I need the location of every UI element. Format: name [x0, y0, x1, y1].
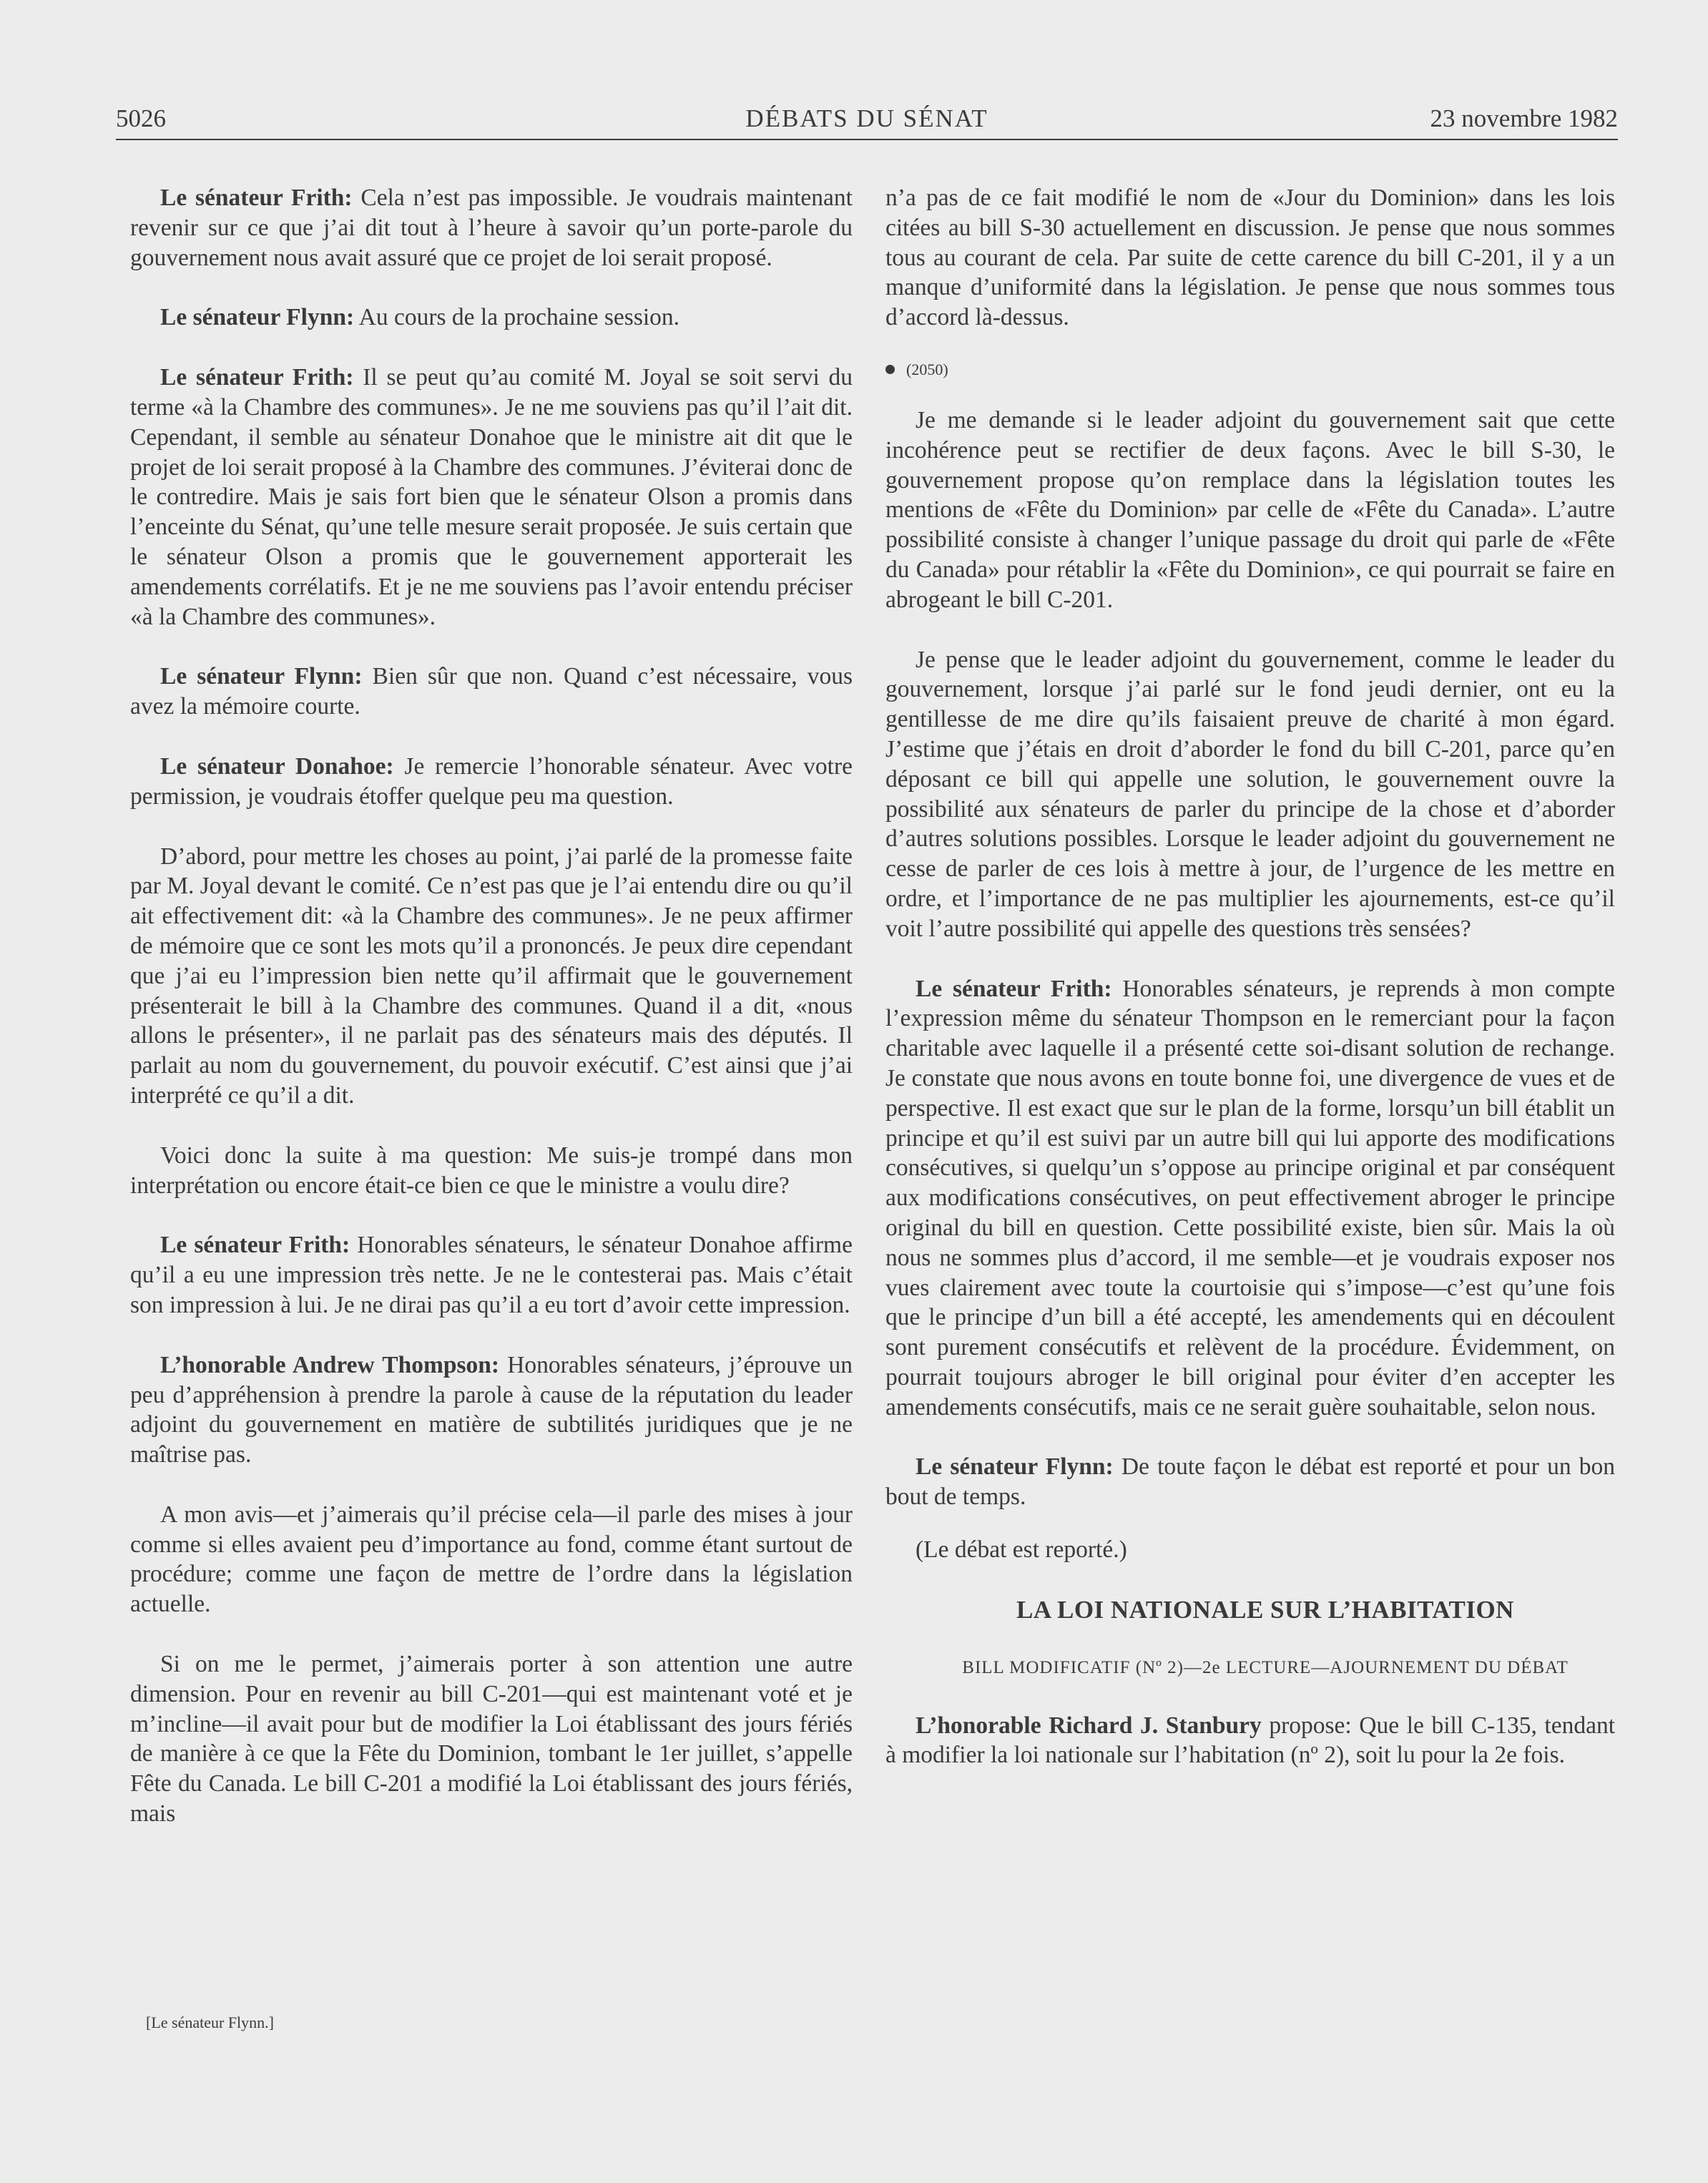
publication-date: 23 novembre 1982: [1430, 104, 1618, 132]
speech-text: Au cours de la prochaine session.: [354, 304, 680, 331]
speech-text: Honorables sénateurs, j’éprouve un peu d’appréhension à prendre la parole à cause de la réputation du leader adjoint du gouvernement en matière de subtilités juridiques que je ne maîtrise pas.: [130, 1351, 853, 1468]
paragraph: (Le débat est reporté.): [916, 1536, 1127, 1564]
paragraph: Je me demande si le leader adjoint du gouvernement sait que cette incohérence peut se rectifier de deux façons. Avec le bill S-30, le gouvernement propose qu’on remplace dans la législation toutes les mentions de «Fête du Dominion» par celle de «Fête du Canada». L’autre possibilité consiste à changer l’unique passage du droit qui parle de «Fête du Canada» pour rétablir la «Fête du Dominion», ce qui pourrait se faire en abrogeant le bill C-201.: [885, 406, 1615, 613]
speaker-name: Le sénateur Frith:: [916, 975, 1112, 1002]
paragraph: [885, 1711, 1615, 1771]
speaker-name: Le sénateur Donahoe:: [160, 752, 394, 780]
page-header: [116, 102, 1618, 140]
speaker-name: L’honorable Richard J. Stanbury: [916, 1712, 1262, 1739]
left-column: [130, 183, 853, 1859]
paragraph: [130, 1230, 853, 1320]
paragraph: [885, 974, 1615, 1423]
paragraph: [130, 662, 853, 722]
speech-text: Honorables sénateurs, je reprends à mon compte l’expression même du sénateur Thompson en le remerciant pour la façon charitable avec laquelle il a présenté cette soi-disant solution de rechange. Je constate que nous avons en toute bonne foi, une divergence de vues et de perspective. Il est exact que sur le plan de la forme, lorsqu’un bill établit un principe et qu’il est suivi par un autre bill qui lui apporte des modifications consécutives, si quelqu’un s’oppose au principe original et par conséquent aux modifications consécutives, on peut effectivement abroger le principe original du bill en question. Cette possibilité existe, bien sûr. Mais la où nous ne sommes plus d’accord, il me semble—et je voudrais exposer nos vues clairement avec toute la courtoisie qui s’impose—c’est qu’une fois que le principe d’un bill a été accepté, les amendements qui en découlent sont purement consécutifs et relèvent de la procédure. Évidemment, on pourrait toujours abroger le bill original pour éviter d’en accepter les amendements consécutifs, mais ce ne serait guère souhaitable, selon nous.: [885, 975, 1615, 1421]
publication-title: DÉBATS DU SÉNAT: [745, 104, 988, 132]
paragraph: [130, 303, 853, 333]
paragraph: n’a pas de ce fait modifié le nom de «Jour du Dominion» dans les lois citées au bill S-30 actuellement en discussion. Je pense que nous sommes tous au courant de cela. Par suite de cette carence du bill C-201, il y a un manque d’uniformité dans la législation. Je pense que nous sommes tous d’accord là-dessus.: [885, 185, 1615, 331]
paragraph: [130, 183, 853, 273]
page-number: 5026: [116, 104, 166, 132]
speaker-name: Le sénateur Frith:: [160, 1232, 350, 1259]
paragraph: Voici donc la suite à ma question: Me suis-je trompé dans mon interprétation ou encore était-ce bien ce que le ministre a voulu dire?: [130, 1142, 853, 1199]
speaker-name: L’honorable Andrew Thompson:: [160, 1351, 500, 1378]
speech-text: Bien sûr que non. Quand c’est nécessaire, vous avez la mémoire courte.: [130, 663, 853, 720]
paragraph: Je pense que le leader adjoint du gouvernement, comme le leader du gouvernement, lorsque j’ai parlé sur le fond jeudi dernier, ont eu la gentillesse de me dire qu’ils faisaient preuve de charité à mon égard. J’estime que j’étais en droit d’aborder le fond du bill C-201, parce qu’en déposant ce bill qui appelle une solution, le gouvernement ouvre la possibilité aux sénateurs de parler du principe de la chose et d’aborder d’autres solutions possibles. Lorsque le leader adjoint du gouvernement ne cesse de parler de ces lois à mettre à jour, de l’urgence de les mettre en ordre, et l’importance de ne pas multiplier les ajournements, est-ce qu’il voit l’autre possibilité qui appelle des questions très sensées?: [885, 646, 1615, 942]
speaker-name: Le sénateur Flynn:: [160, 663, 363, 690]
section-title: LA LOI NATIONALE SUR L’HABITATION: [1016, 1595, 1514, 1624]
bullet-icon: [885, 365, 895, 374]
speaker-name: Le sénateur Frith:: [160, 185, 353, 211]
speech-text: propose: Que le bill C-135, tendant à modifier la loi nationale sur l’habitation (nº 2), soit lu pour la 2e fois.: [885, 1712, 1615, 1769]
paragraph: [885, 1452, 1615, 1512]
time-marker-text: (2050): [906, 360, 948, 378]
paragraph: [130, 1350, 853, 1470]
speech-text: Il se peut qu’au comité M. Joyal se soit servi du terme «à la Chambre des communes». Je ne me souviens pas qu’il l’ait dit. Cependant, il semble au sénateur Donahoe que le ministre ait dit que le projet de loi serait proposé à la Chambre des communes. J’éviterai donc de le contredire. Mais je sais fort bien que le sénateur Olson a promis dans l’enceinte du Sénat, qu’une telle mesure serait proposée. Je suis certain que le sénateur Olson a promis que le gouvernement apporterait les amendements corrélatifs. Et je ne me souviens pas l’avoir entendu préciser «à la Chambre des communes».: [130, 364, 853, 630]
paragraph: [130, 363, 853, 632]
speech-text: Cela n’est pas impossible. Je voudrais maintenant revenir sur ce que j’ai dit tout à l’heure à savoir qu’un porte-parole du gouvernement nous avait assuré que ce projet de loi serait proposé.: [130, 185, 853, 271]
right-column: [885, 183, 1615, 1800]
section-subtitle: BILL MODIFICATIF (Nº 2)—2e LECTURE—AJOURNEMENT DU DÉBAT: [962, 1657, 1569, 1677]
paragraph: [130, 752, 853, 812]
paragraph: Si on me le permet, j’aimerais porter à son attention une autre dimension. Pour en revenir au bill C-201—qui est maintenant voté et je m’incline—il avait pour but de modifier la Loi établissant des jours fériés de manière à ce que la Fête du Dominion, tombant le 1er juillet, s’appelle Fête du Canada. Le bill C-201 a modifié la Loi établissant des jours fériés, mais: [130, 1651, 853, 1828]
speaker-footnote: [Le sénateur Flynn.]: [146, 2013, 274, 2031]
time-marker: [885, 355, 1615, 384]
speaker-name: Le sénateur Flynn:: [160, 304, 355, 331]
speech-text: De toute façon le débat est reporté et pour un bon bout de temps.: [885, 1453, 1616, 1511]
paragraph: A mon avis—et j’aimerais qu’il précise cela—il parle des mises à jour comme si elles avaient peu d’importance au fond, comme étant surtout de procédure; comme une façon de mettre de l’ordre dans la législation actuelle.: [130, 1501, 853, 1618]
speaker-name: Le sénateur Flynn:: [916, 1453, 1114, 1481]
speech-text: Je remercie l’honorable sénateur. Avec votre permission, je voudrais étoffer quelque peu ma question.: [130, 752, 853, 810]
speaker-name: Le sénateur Frith:: [160, 364, 354, 391]
speech-text: Honorables sénateurs, le sénateur Donahoe affirme qu’il a eu une impression très nette. Je ne le contesterai pas. Mais c’était son impression à lui. Je ne dirai pas qu’il a eu tort d’avoir cette impression.: [130, 1232, 853, 1318]
paragraph: D’abord, pour mettre les choses au point, j’ai parlé de la promesse faite par M. Joyal devant le comité. Ce n’est pas que je l’ai entendu dire ou qu’il ait effectivement dit: «à la Chambre des communes». Je ne peux affirmer de mémoire que ce sont les mots qu’il a prononcés. Je peux dire cependant que j’ai eu l’impression bien nette qu’il affirmait que le gouvernement présenterait le bill à la Chambre des communes. Quand il a dit, «nous allons le présenter», il ne parlait pas des sénateurs mais des députés. Il parlait au nom du gouvernement, du pouvoir exécutif. C’est ainsi que j’ai interprété ce qu’il a dit.: [130, 843, 853, 1109]
